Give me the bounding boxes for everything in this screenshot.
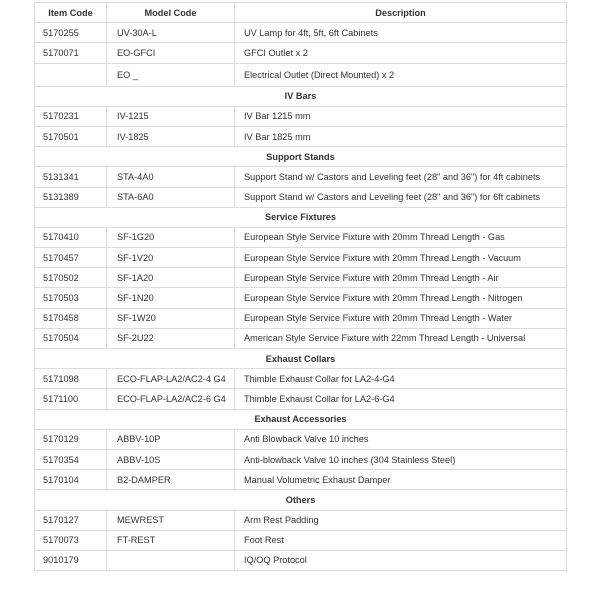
item-code-cell: 5171098 bbox=[35, 369, 107, 389]
table-row bbox=[35, 429, 567, 449]
item-code-cell: 5170501 bbox=[35, 126, 107, 146]
table-row bbox=[35, 369, 567, 389]
description-cell: Anti-blowback Valve 10 inches (304 Stainless Steel) bbox=[235, 449, 567, 469]
section-title: Exhaust Collars bbox=[35, 349, 567, 369]
description-cell: IV Bar 1825 mm bbox=[235, 126, 567, 146]
description-cell: European Style Service Fixture with 20mm Thread Length - Water bbox=[235, 308, 567, 328]
model-code-cell: SF-1W20 bbox=[107, 308, 235, 328]
section-header-row bbox=[35, 207, 567, 227]
table-row bbox=[35, 43, 567, 63]
model-code-cell: MEWREST bbox=[107, 510, 235, 530]
model-code-cell: ECO-FLAP-LA2/AC2-4 G4 bbox=[107, 369, 235, 389]
section-title: Others bbox=[35, 490, 567, 510]
description-cell: Arm Rest Padding bbox=[235, 510, 567, 530]
model-code-cell: EO-GFCI bbox=[107, 43, 235, 63]
description-cell: Foot Rest bbox=[235, 530, 567, 550]
table-row bbox=[35, 470, 567, 490]
section-title: Exhaust Accessories bbox=[35, 409, 567, 429]
section-header-row bbox=[35, 147, 567, 167]
description-cell: Support Stand w/ Castors and Leveling feet (28" and 36") for 4ft cabinets bbox=[235, 167, 567, 187]
table-body bbox=[35, 23, 567, 571]
model-code-cell: SF-1G20 bbox=[107, 227, 235, 247]
table-row bbox=[35, 510, 567, 530]
description-cell: GFCI Outlet x 2 bbox=[235, 43, 567, 63]
model-code-cell: STA-6A0 bbox=[107, 187, 235, 207]
accessories-table bbox=[34, 2, 567, 571]
item-code-cell: 5131341 bbox=[35, 167, 107, 187]
table-row bbox=[35, 449, 567, 469]
description-cell: Manual Volumetric Exhaust Damper bbox=[235, 470, 567, 490]
table-row bbox=[35, 550, 567, 570]
model-code-cell: SF-2U22 bbox=[107, 328, 235, 348]
item-code-cell: 5170410 bbox=[35, 227, 107, 247]
item-code-cell: 5170127 bbox=[35, 510, 107, 530]
description-cell: Support Stand w/ Castors and Leveling feet (28" and 36") for 6ft cabinets bbox=[235, 187, 567, 207]
description-cell: European Style Service Fixture with 20mm Thread Length - Vacuum bbox=[235, 248, 567, 268]
model-code-cell: STA-4A0 bbox=[107, 167, 235, 187]
description-cell: UV Lamp for 4ft, 5ft, 6ft Cabinets bbox=[235, 23, 567, 43]
item-code-cell: 5170502 bbox=[35, 268, 107, 288]
model-code-cell: SF-1N20 bbox=[107, 288, 235, 308]
table-row bbox=[35, 167, 567, 187]
table-row bbox=[35, 106, 567, 126]
item-code-cell bbox=[35, 63, 107, 86]
accessories-table-container bbox=[34, 2, 566, 571]
header-model-code: Model Code bbox=[107, 3, 235, 23]
section-header-row bbox=[35, 490, 567, 510]
model-code-cell: SF-1V20 bbox=[107, 248, 235, 268]
item-code-cell: 5170354 bbox=[35, 449, 107, 469]
table-row bbox=[35, 227, 567, 247]
table-row bbox=[35, 288, 567, 308]
table-row bbox=[35, 63, 567, 86]
item-code-cell: 5171100 bbox=[35, 389, 107, 409]
item-code-cell: 5170129 bbox=[35, 429, 107, 449]
item-code-cell: 5170255 bbox=[35, 23, 107, 43]
description-cell: IV Bar 1215 mm bbox=[235, 106, 567, 126]
section-title: Service Fixtures bbox=[35, 207, 567, 227]
model-code-cell: IV-1825 bbox=[107, 126, 235, 146]
model-code-cell: EO _ bbox=[107, 63, 235, 86]
table-header-row bbox=[35, 3, 567, 23]
description-cell: European Style Service Fixture with 20mm Thread Length - Gas bbox=[235, 227, 567, 247]
item-code-cell: 5170104 bbox=[35, 470, 107, 490]
header-description: Description bbox=[235, 3, 567, 23]
item-code-cell: 5170231 bbox=[35, 106, 107, 126]
header-item-code: Item Code bbox=[35, 3, 107, 23]
item-code-cell: 5170503 bbox=[35, 288, 107, 308]
table-row bbox=[35, 126, 567, 146]
model-code-cell: ABBV-10P bbox=[107, 429, 235, 449]
table-row bbox=[35, 248, 567, 268]
description-cell: European Style Service Fixture with 20mm Thread Length - Air bbox=[235, 268, 567, 288]
description-cell: Anti Blowback Valve 10 inches bbox=[235, 429, 567, 449]
model-code-cell: ECO-FLAP-LA2/AC2-6 G4 bbox=[107, 389, 235, 409]
item-code-cell: 5170504 bbox=[35, 328, 107, 348]
model-code-cell: IV-1215 bbox=[107, 106, 235, 126]
item-code-cell: 5170071 bbox=[35, 43, 107, 63]
section-title: Support Stands bbox=[35, 147, 567, 167]
model-code-cell bbox=[107, 550, 235, 570]
table-row bbox=[35, 268, 567, 288]
table-row bbox=[35, 308, 567, 328]
description-cell: Electrical Outlet (Direct Mounted) x 2 bbox=[235, 63, 567, 86]
item-code-cell: 5170073 bbox=[35, 530, 107, 550]
description-cell: Thimble Exhaust Collar for LA2-4-G4 bbox=[235, 369, 567, 389]
description-cell: IQ/OQ Protocol bbox=[235, 550, 567, 570]
section-header-row bbox=[35, 409, 567, 429]
model-code-cell: UV-30A-L bbox=[107, 23, 235, 43]
item-code-cell: 9010179 bbox=[35, 550, 107, 570]
table-row bbox=[35, 187, 567, 207]
table-row bbox=[35, 328, 567, 348]
table-row bbox=[35, 389, 567, 409]
section-header-row bbox=[35, 86, 567, 106]
item-code-cell: 5131389 bbox=[35, 187, 107, 207]
description-cell: American Style Service Fixture with 22mm Thread Length - Universal bbox=[235, 328, 567, 348]
model-code-cell: SF-1A20 bbox=[107, 268, 235, 288]
description-cell: European Style Service Fixture with 20mm Thread Length - Nitrogen bbox=[235, 288, 567, 308]
section-header-row bbox=[35, 349, 567, 369]
model-code-cell: ABBV-10S bbox=[107, 449, 235, 469]
section-title: IV Bars bbox=[35, 86, 567, 106]
item-code-cell: 5170458 bbox=[35, 308, 107, 328]
model-code-cell: FT-REST bbox=[107, 530, 235, 550]
description-cell: Thimble Exhaust Collar for LA2-6-G4 bbox=[235, 389, 567, 409]
table-row bbox=[35, 530, 567, 550]
table-row bbox=[35, 23, 567, 43]
model-code-cell: B2-DAMPER bbox=[107, 470, 235, 490]
item-code-cell: 5170457 bbox=[35, 248, 107, 268]
